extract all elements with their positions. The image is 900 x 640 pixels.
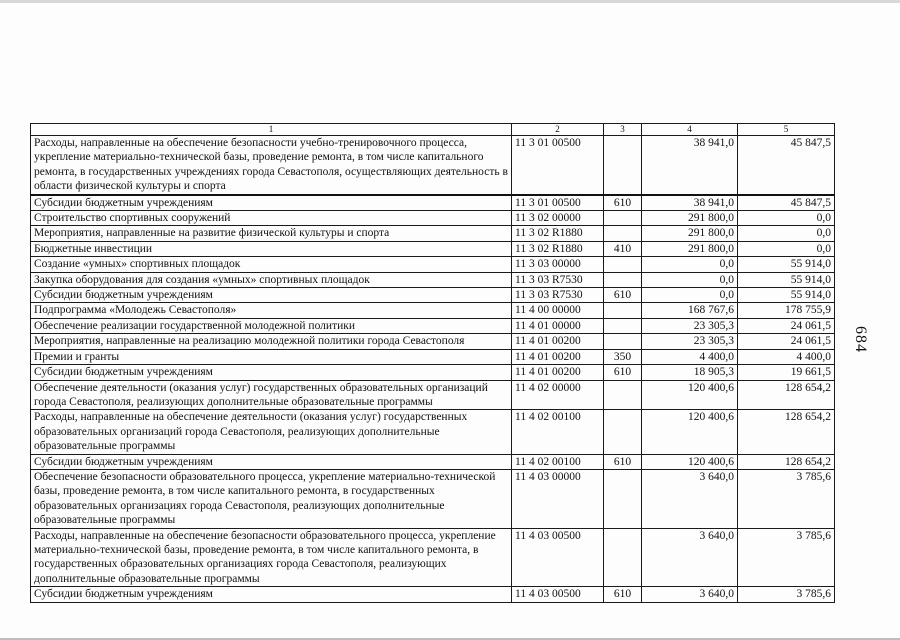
cell-amount-col-4: 168 767,6 bbox=[642, 303, 738, 318]
table-row bbox=[31, 136, 835, 195]
cell-code: 11 3 03 R7530 bbox=[512, 272, 604, 287]
cell-amount-col-5: 19 661,5 bbox=[738, 365, 835, 380]
cell-code: 11 3 03 00000 bbox=[512, 257, 604, 272]
table-row bbox=[31, 195, 835, 211]
cell-code: 11 3 03 R7530 bbox=[512, 288, 604, 303]
table-body bbox=[31, 136, 835, 603]
cell-expense-type bbox=[604, 226, 642, 241]
cell-code: 11 4 03 00500 bbox=[512, 528, 604, 587]
cell-amount-col-5: 128 654,2 bbox=[738, 410, 835, 454]
header-col-2: 2 bbox=[512, 124, 604, 136]
cell-name: Премии и гранты bbox=[31, 349, 512, 364]
cell-expense-type bbox=[604, 257, 642, 272]
cell-code: 11 4 01 00200 bbox=[512, 334, 604, 349]
cell-name: Субсидии бюджетным учреждениям bbox=[31, 195, 512, 211]
cell-amount-col-5: 24 061,5 bbox=[738, 334, 835, 349]
cell-code: 11 3 02 R1880 bbox=[512, 241, 604, 256]
table-row bbox=[31, 587, 835, 602]
cell-name: Подпрограмма «Молодежь Севастополя» bbox=[31, 303, 512, 318]
table-row bbox=[31, 365, 835, 380]
cell-expense-type bbox=[604, 303, 642, 318]
cell-amount-col-5: 128 654,2 bbox=[738, 454, 835, 469]
cell-expense-type bbox=[604, 380, 642, 410]
cell-name: Субсидии бюджетным учреждениям bbox=[31, 288, 512, 303]
cell-amount-col-4: 291 800,0 bbox=[642, 241, 738, 256]
cell-name: Строительство спортивных сооружений bbox=[31, 211, 512, 226]
table-row bbox=[31, 528, 835, 587]
cell-code: 11 3 02 00000 bbox=[512, 211, 604, 226]
cell-code: 11 4 00 00000 bbox=[512, 303, 604, 318]
header-col-1: 1 bbox=[31, 124, 512, 136]
cell-name: Обеспечение деятельности (оказания услуг) государственных образовательных организаций города Севастополя, реализующих дополнительные образовательные программы bbox=[31, 380, 512, 410]
cell-expense-type: 610 bbox=[604, 454, 642, 469]
table-row bbox=[31, 349, 835, 364]
cell-amount-col-4: 291 800,0 bbox=[642, 226, 738, 241]
cell-amount-col-4: 18 905,3 bbox=[642, 365, 738, 380]
cell-amount-col-4: 120 400,6 bbox=[642, 380, 738, 410]
cell-name: Бюджетные инвестиции bbox=[31, 241, 512, 256]
cell-amount-col-5: 3 785,6 bbox=[738, 587, 835, 602]
cell-name: Субсидии бюджетным учреждениям bbox=[31, 587, 512, 602]
cell-amount-col-5: 45 847,5 bbox=[738, 136, 835, 195]
cell-name: Расходы, направленные на обеспечение безопасности учебно-тренировочного процесса, укрепление материально-технической базы, проведение ремонта, в том числе капитального ремонта, в государственных учреждениях города Севастополя, осуществляющих деятельность в области физической культуры и спорта bbox=[31, 136, 512, 195]
table-row bbox=[31, 288, 835, 303]
cell-name: Создание «умных» спортивных площадок bbox=[31, 257, 512, 272]
cell-amount-col-4: 3 640,0 bbox=[642, 587, 738, 602]
cell-code: 11 4 03 00500 bbox=[512, 587, 604, 602]
cell-code: 11 4 02 00000 bbox=[512, 380, 604, 410]
table-row bbox=[31, 380, 835, 410]
cell-expense-type: 610 bbox=[604, 365, 642, 380]
table-row bbox=[31, 272, 835, 287]
cell-expense-type bbox=[604, 318, 642, 333]
cell-amount-col-4: 0,0 bbox=[642, 288, 738, 303]
cell-code: 11 3 01 00500 bbox=[512, 136, 604, 195]
cell-expense-type: 610 bbox=[604, 195, 642, 211]
cell-amount-col-4: 23 305,3 bbox=[642, 334, 738, 349]
cell-expense-type bbox=[604, 334, 642, 349]
cell-name: Обеспечение безопасности образовательного процесса, укрепление материально-технической базы, проведение ремонта, в том числе капитального ремонта, в государственных образовательных организациях города Севастополя, реализующих дополнительные образовательные программы bbox=[31, 469, 512, 528]
cell-amount-col-4: 3 640,0 bbox=[642, 528, 738, 587]
table-row bbox=[31, 334, 835, 349]
table-header bbox=[31, 124, 835, 136]
cell-amount-col-4: 4 400,0 bbox=[642, 349, 738, 364]
cell-name: Обеспечение реализации государственной молодежной политики bbox=[31, 318, 512, 333]
cell-amount-col-4: 0,0 bbox=[642, 257, 738, 272]
table-row bbox=[31, 469, 835, 528]
cell-code: 11 3 02 R1880 bbox=[512, 226, 604, 241]
cell-expense-type bbox=[604, 272, 642, 287]
cell-amount-col-5: 45 847,5 bbox=[738, 195, 835, 211]
cell-name: Субсидии бюджетным учреждениям bbox=[31, 365, 512, 380]
cell-name: Мероприятия, направленные на реализацию молодежной политики города Севастополя bbox=[31, 334, 512, 349]
cell-expense-type: 610 bbox=[604, 288, 642, 303]
cell-code: 11 4 01 00200 bbox=[512, 365, 604, 380]
cell-amount-col-5: 0,0 bbox=[738, 241, 835, 256]
cell-amount-col-5: 0,0 bbox=[738, 211, 835, 226]
cell-amount-col-5: 3 785,6 bbox=[738, 528, 835, 587]
cell-code: 11 4 02 00100 bbox=[512, 454, 604, 469]
cell-amount-col-5: 55 914,0 bbox=[738, 257, 835, 272]
cell-amount-col-4: 120 400,6 bbox=[642, 454, 738, 469]
table-row bbox=[31, 454, 835, 469]
table-row bbox=[31, 410, 835, 454]
table-row bbox=[31, 257, 835, 272]
scan-edge-top bbox=[0, 0, 900, 3]
cell-expense-type bbox=[604, 410, 642, 454]
header-row bbox=[31, 124, 835, 136]
cell-name: Расходы, направленные на обеспечение безопасности образовательного процесса, укрепление материально-технической базы, проведение ремонта, в том числе капитального ремонта, в государственных образовательных организациях города Севастополя, реализующих дополнительные образовательные программы bbox=[31, 528, 512, 587]
cell-amount-col-4: 3 640,0 bbox=[642, 469, 738, 528]
cell-amount-col-4: 291 800,0 bbox=[642, 211, 738, 226]
cell-amount-col-5: 24 061,5 bbox=[738, 318, 835, 333]
cell-expense-type bbox=[604, 528, 642, 587]
cell-code: 11 4 01 00200 bbox=[512, 349, 604, 364]
cell-expense-type: 610 bbox=[604, 587, 642, 602]
table-row bbox=[31, 226, 835, 241]
cell-expense-type: 350 bbox=[604, 349, 642, 364]
cell-amount-col-5: 4 400,0 bbox=[738, 349, 835, 364]
cell-amount-col-5: 55 914,0 bbox=[738, 288, 835, 303]
header-col-4: 4 bbox=[642, 124, 738, 136]
cell-code: 11 4 01 00000 bbox=[512, 318, 604, 333]
cell-amount-col-5: 0,0 bbox=[738, 226, 835, 241]
cell-amount-col-5: 55 914,0 bbox=[738, 272, 835, 287]
table-row bbox=[31, 241, 835, 256]
cell-code: 11 4 02 00100 bbox=[512, 410, 604, 454]
cell-amount-col-5: 128 654,2 bbox=[738, 380, 835, 410]
budget-table bbox=[30, 123, 835, 603]
cell-expense-type: 410 bbox=[604, 241, 642, 256]
cell-expense-type bbox=[604, 136, 642, 195]
cell-expense-type bbox=[604, 469, 642, 528]
page-number: 684 bbox=[852, 326, 869, 353]
cell-code: 11 4 03 00000 bbox=[512, 469, 604, 528]
header-col-3: 3 bbox=[604, 124, 642, 136]
table-row bbox=[31, 303, 835, 318]
cell-amount-col-4: 23 305,3 bbox=[642, 318, 738, 333]
cell-amount-col-5: 178 755,9 bbox=[738, 303, 835, 318]
table-row bbox=[31, 211, 835, 226]
cell-amount-col-4: 38 941,0 bbox=[642, 195, 738, 211]
cell-name: Субсидии бюджетным учреждениям bbox=[31, 454, 512, 469]
cell-amount-col-4: 38 941,0 bbox=[642, 136, 738, 195]
cell-name: Закупка оборудования для создания «умных» спортивных площадок bbox=[31, 272, 512, 287]
cell-amount-col-4: 0,0 bbox=[642, 272, 738, 287]
cell-amount-col-5: 3 785,6 bbox=[738, 469, 835, 528]
cell-expense-type bbox=[604, 211, 642, 226]
cell-name: Расходы, направленные на обеспечение деятельности (оказания услуг) государственных образовательных организаций города Севастополя, реализующих дополнительные образовательные программы bbox=[31, 410, 512, 454]
cell-name: Мероприятия, направленные на развитие физической культуры и спорта bbox=[31, 226, 512, 241]
header-col-5: 5 bbox=[738, 124, 835, 136]
table-row bbox=[31, 318, 835, 333]
cell-amount-col-4: 120 400,6 bbox=[642, 410, 738, 454]
cell-code: 11 3 01 00500 bbox=[512, 195, 604, 211]
